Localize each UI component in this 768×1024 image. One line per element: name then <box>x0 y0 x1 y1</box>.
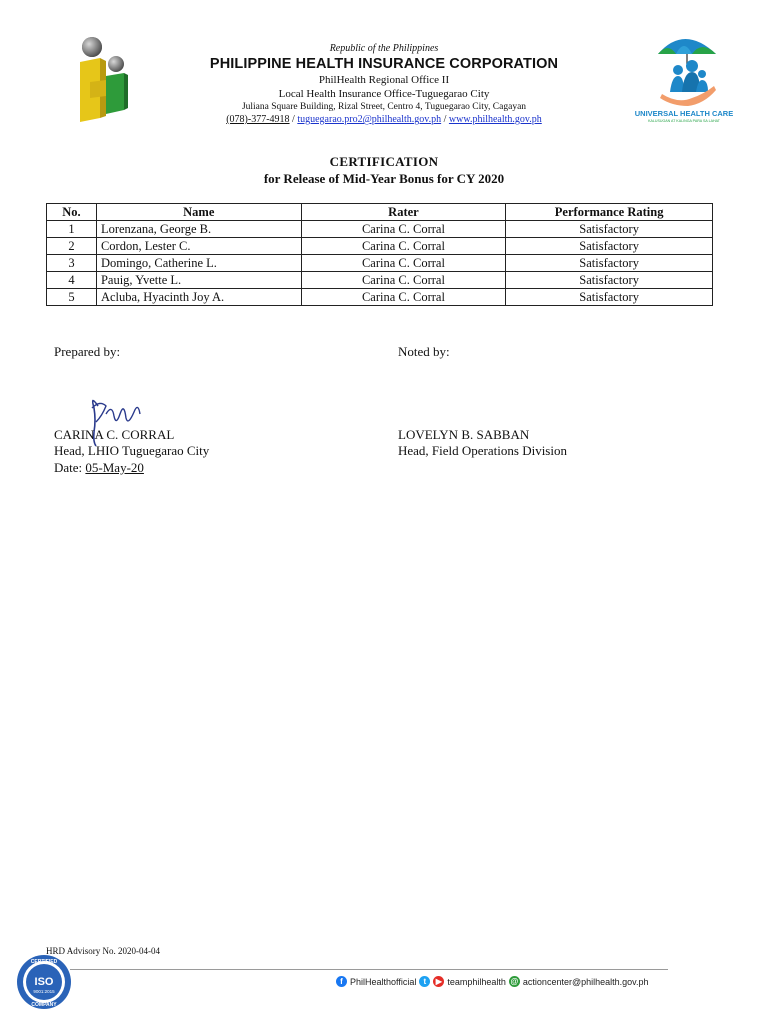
regional-office: PhilHealth Regional Office II <box>318 74 450 86</box>
prepared-by-name: CARINA C. CORRAL <box>54 427 175 442</box>
cell-rater: Carina C. Corral <box>301 272 506 289</box>
iso-certified-seal <box>16 954 72 1010</box>
cell-rater: Carina C. Corral <box>301 238 506 255</box>
cell-rater: Carina C. Corral <box>301 289 506 306</box>
cell-rater: Carina C. Corral <box>301 255 506 272</box>
header-no: No. <box>47 204 97 221</box>
header-rater: Rater <box>301 204 506 221</box>
footer-divider <box>70 969 668 970</box>
header-rating: Performance Rating <box>506 204 713 221</box>
cell-rating: Satisfactory <box>506 272 713 289</box>
noted-by-label: Noted by: <box>398 344 450 359</box>
youtube-icon: ▶ <box>433 976 444 987</box>
separator: / <box>289 114 298 125</box>
cell-name: Pauig, Yvette L. <box>96 272 301 289</box>
republic-text: Republic of the Philippines <box>329 43 439 54</box>
iso-standard: 9001:2015 <box>33 989 55 994</box>
office-address: Juliana Square Building, Rizal Street, Centro 4, Tuguegarao City, Cagayan <box>241 102 527 112</box>
table-row <box>47 221 713 238</box>
document-subtitle: for Release of Mid-Year Bonus for CY 2020 <box>263 171 505 186</box>
cell-rater: Carina C. Corral <box>301 221 506 238</box>
prepared-by-label: Prepared by: <box>54 344 121 359</box>
philhealth-logo <box>76 36 132 126</box>
local-office: Local Health Insurance Office-Tuguegarao City <box>278 88 490 100</box>
document-title: CERTIFICATION <box>329 154 439 169</box>
cell-name: Cordon, Lester C. <box>96 238 301 255</box>
footer-social-links <box>336 976 648 987</box>
facebook-icon: f <box>336 976 347 987</box>
header-name: Name <box>96 204 301 221</box>
action-center-email[interactable]: actioncenter@philhealth.gov.ph <box>522 976 649 987</box>
iso-bottom-text: COMPANY <box>31 1002 57 1008</box>
universal-health-care-logo <box>632 28 736 124</box>
uhc-label: UNIVERSAL HEALTH CARE <box>634 109 734 118</box>
uhc-tagline: KALUSUGAN AT KALINGA PARA SA LAHAT <box>648 119 720 123</box>
cell-no: 1 <box>47 221 97 238</box>
cell-no: 2 <box>47 238 97 255</box>
noted-by-position: Head, Field Operations Division <box>398 443 567 458</box>
table-row <box>47 272 713 289</box>
cell-rating: Satisfactory <box>506 221 713 238</box>
separator: / <box>441 114 449 125</box>
hrd-advisory: HRD Advisory No. 2020-04-04 <box>46 946 160 956</box>
cell-rating: Satisfactory <box>506 238 713 255</box>
noted-by-name: LOVELYN B. SABBAN <box>398 427 530 442</box>
iso-top-text: CERTIFIED <box>30 959 58 965</box>
cell-no: 5 <box>47 289 97 306</box>
cell-name: Lorenzana, George B. <box>96 221 301 238</box>
cell-no: 3 <box>47 255 97 272</box>
phone-number: (078)-377-4918 <box>226 114 290 125</box>
email-link[interactable]: tuguegarao.pro2@philhealth.gov.ph <box>297 114 442 125</box>
date-value: 05-May-20 <box>85 460 144 475</box>
table-row <box>47 289 713 306</box>
twitter-icon: t <box>419 976 430 987</box>
table-row <box>47 238 713 255</box>
website-link[interactable]: www.philhealth.gov.ph <box>448 114 542 125</box>
date-label: Date: <box>54 460 86 475</box>
table-row <box>47 255 713 272</box>
prepared-by-position: Head, LHIO Tuguegarao City <box>54 443 210 458</box>
corporation-name: PHILIPPINE HEALTH INSURANCE CORPORATION <box>209 56 559 72</box>
iso-text: ISO <box>34 976 54 988</box>
date-line <box>54 460 144 476</box>
facebook-handle[interactable]: PhilHealthofficial <box>350 976 417 987</box>
table-header-row <box>47 204 713 221</box>
action-center-icon: @ <box>510 977 519 986</box>
cell-rating: Satisfactory <box>506 289 713 306</box>
cell-name: Domingo, Catherine L. <box>96 255 301 272</box>
cell-no: 4 <box>47 272 97 289</box>
cell-rating: Satisfactory <box>506 255 713 272</box>
contact-line <box>150 114 618 125</box>
cell-name: Acluba, Hyacinth Joy A. <box>96 289 301 306</box>
certification-table <box>46 203 713 306</box>
twitter-youtube-handle[interactable]: teamphilhealth <box>447 976 506 987</box>
